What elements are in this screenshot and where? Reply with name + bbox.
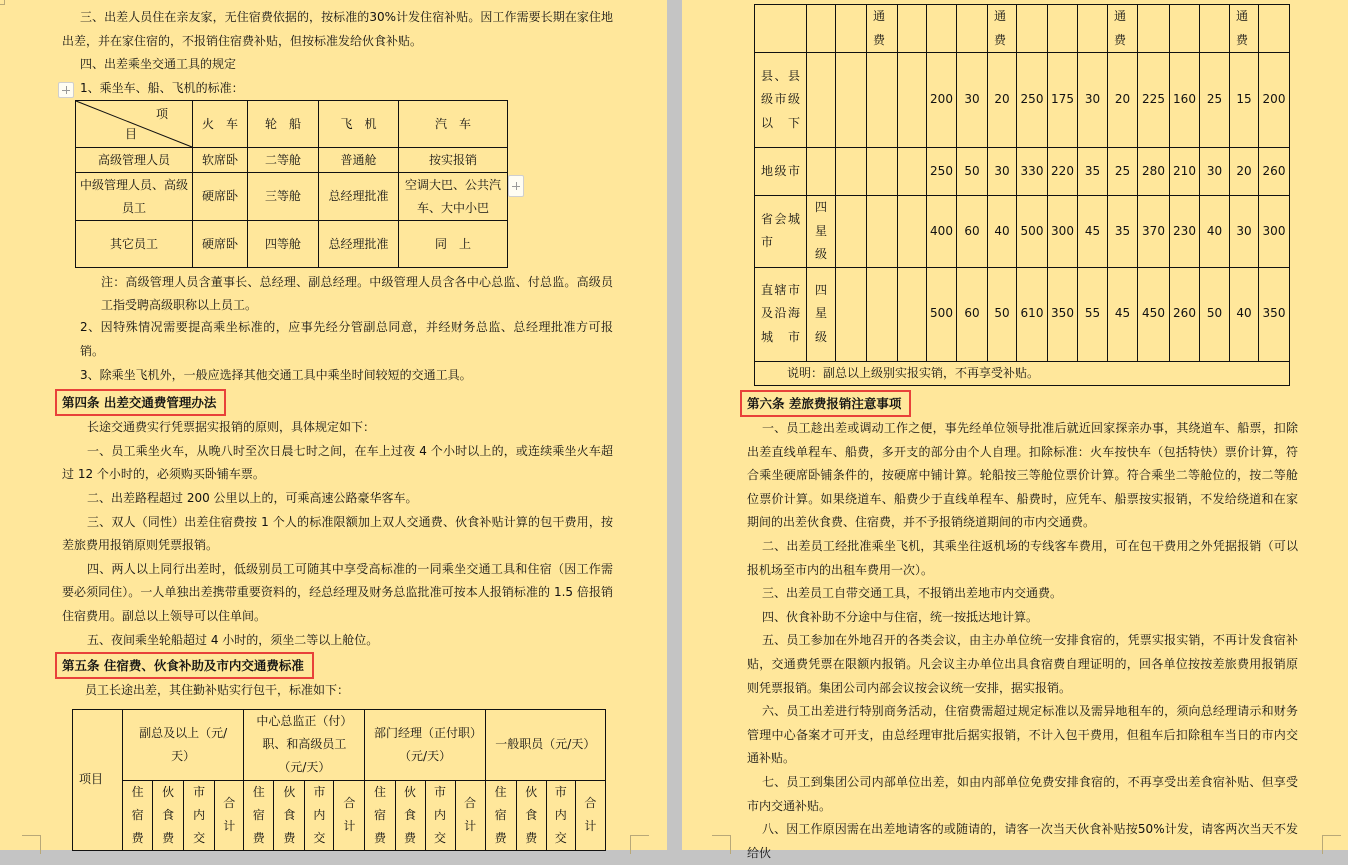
header-cell: 轮 船: [248, 101, 319, 148]
table-cell: 500: [1017, 196, 1048, 268]
table-cell: 同 上: [399, 221, 508, 268]
header-cell: 飞 机: [319, 101, 399, 148]
table-row: [76, 148, 508, 173]
group-header-cell: 副总及以上（元/天）: [123, 709, 244, 780]
table-cell: [927, 5, 957, 53]
table-cell: [836, 5, 867, 53]
table-cell: [1259, 5, 1290, 53]
table-cell: 350: [1259, 267, 1290, 361]
table-cell: 160: [1170, 53, 1200, 148]
table-cell: [867, 267, 898, 361]
paragraph: 五、夜间乘坐轮船超过 4 小时的，须坐二等以上舱位。: [87, 632, 379, 647]
paragraph: 五、员工参加在外地召开的各类会议，由主办单位统一安排食宿的，凭票实报实销，不再计发食宿补贴，交通费凭票在限额内报销。凡会议主办单位出具食宿费自理证明的，回各单位按按差旅费用报销原则凭票报销。集团公司内部会议按会议统一安排，据实报销。: [747, 633, 1298, 695]
table-cell: 260: [1170, 267, 1200, 361]
table-cell: 20: [1108, 53, 1138, 148]
sub-header-cell: 住宿费: [244, 780, 274, 850]
table-cell: 25: [1108, 148, 1138, 196]
table-cell: [755, 5, 807, 53]
document-page-left: [0, 0, 667, 850]
sub-header-cell: 伙食费: [395, 780, 425, 850]
table-cell: 50: [957, 148, 988, 196]
table-cell: 中级管理人员、高级员工: [76, 173, 193, 221]
table-cell: [836, 267, 867, 361]
table-cell: 30: [1230, 196, 1259, 268]
table-cell: 300: [1259, 196, 1290, 268]
table-cell: 250: [1017, 53, 1048, 148]
table-cell: 四星级: [807, 196, 836, 268]
paragraph: 3、除乘坐飞机外，一般应选择其他交通工具中乘坐时间较短的交通工具。: [80, 367, 472, 382]
table-cell: [867, 53, 898, 148]
table-cell: 610: [1017, 267, 1048, 361]
table-cell: [867, 148, 898, 196]
table-cell: 210: [1170, 148, 1200, 196]
sub-header-cell: 伙食费: [274, 780, 305, 850]
sub-header-cell: 伙食费: [516, 780, 546, 850]
table-cell: 60: [957, 267, 988, 361]
table-cell: 通费: [988, 5, 1017, 53]
table-cell: 230: [1170, 196, 1200, 268]
table-cell: 通费: [1230, 5, 1259, 53]
paragraph: 二、出差员工经批准乘坐飞机，其乘坐往返机场的专线客车费用，可在包干费用之外凭据报销（可以报机场至市内的出租车费用一次）。: [747, 538, 1298, 577]
paragraph: 2、因特殊情况需要提高乘坐标准的，应事先经分管副总同意，并经财务总监、总经理批准方可报销。: [80, 320, 613, 358]
allowance-table-values: [754, 4, 1290, 386]
paragraph: 员工长途出差，其住勤补贴实行包干，标准如下：: [85, 683, 350, 698]
row-label-cell: 地级市: [755, 148, 807, 196]
right-page-body: [747, 4, 1298, 865]
table-cell: 30: [957, 53, 988, 148]
table-cell: 四星级: [807, 267, 836, 361]
table-cell: 35: [1078, 148, 1108, 196]
paragraph: 四、两人以上同行出差时，低级别员工可随其中享受高标准的一同乘坐交通工具和住宿（因工作需要必须同住）。一人单独出差携带重要资料的，经总经理及财务总监批准可按本人报销标准的 1.5 倍报销住宿费用。副总以上领导可以住单间。: [62, 561, 613, 623]
sub-header-cell: 伙食费: [153, 780, 184, 850]
table-cell: 50: [988, 267, 1017, 361]
table-cell: 280: [1138, 148, 1170, 196]
table-cell: 按实报销: [399, 148, 508, 173]
table-cell: 50: [1200, 267, 1230, 361]
crop-mark: [712, 835, 731, 854]
diag-top-label: 项: [155, 107, 168, 122]
item-header-cell: 项目: [73, 709, 123, 850]
table-cell: 260: [1259, 148, 1290, 196]
group-header-cell: 部门经理（正付职）（元/天）: [365, 709, 485, 780]
paragraph: 长途交通费实行凭票据实报销的原则，具体规定如下：: [87, 420, 376, 435]
group-header-cell: 一般职员（元/天）: [485, 709, 605, 780]
section-heading: 第六条 差旅费报销注意事项: [740, 390, 911, 417]
table-cell: 250: [927, 148, 957, 196]
table-cell: 175: [1048, 53, 1078, 148]
table-cell: 20: [988, 53, 1017, 148]
diagonal-header-cell: [76, 101, 193, 148]
diag-bottom-label: 目: [125, 127, 138, 142]
group-header-cell: 中心总监正（付）职、和高级员工（元/天）: [244, 709, 365, 780]
table-note-row: [755, 361, 1290, 386]
table-cell: [807, 5, 836, 53]
table-cell: 30: [1078, 53, 1108, 148]
table-cell: [898, 148, 927, 196]
table-cell: [1200, 5, 1230, 53]
table-cell: 35: [1108, 196, 1138, 268]
sub-header-cell: 合计: [575, 780, 605, 850]
table-note: 说明：副总以上级别实报实销，不再享受补贴。: [755, 361, 1290, 386]
table-cell: 四等舱: [248, 221, 319, 268]
table-cell: 软席卧: [193, 148, 248, 173]
table-cell: 400: [927, 196, 957, 268]
table-cell: [1138, 5, 1170, 53]
table-cell: [867, 196, 898, 268]
paragraph: 四、伙食补助不分途中与住宿，统一按抵达地计算。: [762, 609, 1039, 624]
table-cell: 450: [1138, 267, 1170, 361]
table-cell: 60: [957, 196, 988, 268]
table-cell: [807, 53, 836, 148]
table-cell: [898, 53, 927, 148]
paragraph: 一、员工乘坐火车，从晚八时至次日晨七时之间，在车上过夜 4 个小时以上的，或连续乘坐火车超过 12 个小时的，必须购买卧铺车票。: [62, 443, 613, 482]
table-cell: 通费: [1108, 5, 1138, 53]
table-cell: 350: [1048, 267, 1078, 361]
table-cell: 300: [1048, 196, 1078, 268]
header-cell: 汽 车: [399, 101, 508, 148]
allowance-table-header: [72, 709, 606, 851]
table-cell: 硬席卧: [193, 221, 248, 268]
crop-mark: [0, 0, 5, 5]
crop-mark: [630, 835, 649, 854]
continued-header-row: [755, 5, 1290, 53]
header-cell: 火 车: [193, 101, 248, 148]
table-row: [755, 267, 1290, 361]
document-page-right: [682, 0, 1348, 860]
table-cell: 200: [1259, 53, 1290, 148]
table-cell: 25: [1200, 53, 1230, 148]
table-cell: [1017, 5, 1048, 53]
table-cell: 高级管理人员: [76, 148, 193, 173]
sub-header-cell: 住宿费: [365, 780, 395, 850]
sub-header-cell: 合计: [455, 780, 485, 850]
table-row: [755, 196, 1290, 268]
crop-mark: [22, 835, 41, 854]
table-cell: [1048, 5, 1078, 53]
paragraph: 三、双人（同性）出差住宿费按 1 个人的标准限额加上双人交通费、伙食补贴计算的包干费用，按差旅费用报销原则凭票报销。: [62, 514, 613, 553]
paragraph: 1、乘坐车、船、飞机的标准：: [80, 80, 244, 95]
table-cell: [836, 148, 867, 196]
table-cell: 30: [1200, 148, 1230, 196]
table-cell: 总经理批准: [319, 221, 399, 268]
table-row: [76, 221, 508, 268]
table-cell: 40: [988, 196, 1017, 268]
table-cell: [898, 196, 927, 268]
row-label-cell: 县、县级市级以下: [755, 53, 807, 148]
table-cell: 通费: [867, 5, 898, 53]
paragraph: 四、出差乘坐交通工具的规定: [80, 57, 237, 72]
table-cell: 空调大巴、公共汽车、大中小巴: [399, 173, 508, 221]
table-cell: 55: [1078, 267, 1108, 361]
note-paragraph: 注：高级管理人员含董事长、总经理、副总经理。中级管理人员含各中心总监、付总监。高级员工指受聘高级职称以上员工。: [101, 275, 613, 312]
paragraph: 二、出差路程超过 200 公里以上的，可乘高速公路豪华客车。: [87, 490, 418, 505]
sub-header-cell: 住宿费: [123, 780, 153, 850]
paragraph: 三、出差人员住在亲友家，无住宿费依据的，按标准的30%计发住宿补贴。因工作需要长期在家住地出差，并在家住宿的，不报销住宿费补贴，但按标准发给伙食补贴。: [62, 10, 613, 48]
table-cell: 225: [1138, 53, 1170, 148]
sub-header-cell: 合计: [334, 780, 365, 850]
sub-header-cell: 市内交: [184, 780, 215, 850]
left-page-body: [62, 6, 613, 851]
add-column-icon[interactable]: [508, 175, 524, 197]
table-cell: 30: [988, 148, 1017, 196]
table-cell: 45: [1078, 196, 1108, 268]
paragraph: 六、员工出差进行特别商务活动，住宿费需超过规定标准以及需异地租车的，须向总经理请示和财务管理中心备案才可开支，由总经理审批后据实报销，不计入包干费用，但租车后扣除租车当日的市内交通补贴。: [747, 704, 1298, 766]
sub-header-cell: 市内交: [305, 780, 334, 850]
table-row: [755, 148, 1290, 196]
table-cell: 500: [927, 267, 957, 361]
sub-header-cell: 合计: [215, 780, 244, 850]
row-label-cell: 直辖市及沿海城市: [755, 267, 807, 361]
sub-header-cell: 市内交: [546, 780, 575, 850]
table-cell: 总经理批准: [319, 173, 399, 221]
table-cell: 45: [1108, 267, 1138, 361]
sub-header-cell: 市内交: [425, 780, 455, 850]
paragraph: 八、因工作原因需在出差地请客的或随请的，请客一次当天伙食补贴按50%计发，请客两次当天不发给伙: [747, 822, 1298, 860]
table-row: [755, 53, 1290, 148]
table-cell: 20: [1230, 148, 1259, 196]
paragraph: 三、出差员工自带交通工具，不报销出差地市内交通费。: [762, 586, 1063, 601]
section-heading: 第四条 出差交通费管理办法: [55, 389, 226, 416]
table-cell: 其它员工: [76, 221, 193, 268]
table-cell: [807, 148, 836, 196]
table-cell: [898, 267, 927, 361]
table-cell: [1078, 5, 1108, 53]
table-cell: 普通舱: [319, 148, 399, 173]
sub-header-cell: 住宿费: [485, 780, 516, 850]
table-cell: 370: [1138, 196, 1170, 268]
table-cell: [1170, 5, 1200, 53]
table-cell: 硬席卧: [193, 173, 248, 221]
table-cell: 三等舱: [248, 173, 319, 221]
section-heading: 第五条 住宿费、伙食补助及市内交通费标准: [55, 652, 314, 679]
table-cell: [836, 53, 867, 148]
transport-standard-table: [75, 100, 508, 268]
paragraph: 一、员工趁出差或调动工作之便，事先经单位领导批准后就近回家探亲办事，其绕道车、船票，扣除出差直线单程车、船费，多开支的部分由个人自理。扣除标准：火车按快车（包括特快）票价计算，符合乘坐硬席卧铺条件的，按硬席中铺计算。轮船按三等舱位票价计算。符合乘坐二等舱位的，按二等舱位票价计算。如果绕道车、船费少于直线单程车、船费时，应凭车、船票按实报销，不发给绕道和在家期间的出差伙食费、住宿费，并不予报销绕道期间的市内交通费。: [747, 421, 1298, 530]
table-cell: 15: [1230, 53, 1259, 148]
table-cell: 200: [927, 53, 957, 148]
table-cell: 330: [1017, 148, 1048, 196]
table-header-row: [76, 101, 508, 148]
table-cell: [836, 196, 867, 268]
table-cell: [957, 5, 988, 53]
table-cell: 40: [1200, 196, 1230, 268]
table-cell: 40: [1230, 267, 1259, 361]
table-cell: [898, 5, 927, 53]
row-label-cell: 省会城市: [755, 196, 807, 268]
crop-mark: [1322, 835, 1341, 854]
table-row: [76, 173, 508, 221]
paragraph: 七、员工到集团公司内部单位出差，如由内部单位免费安排食宿的，不再享受出差食宿补贴、但享受市内交通补贴。: [747, 774, 1298, 813]
table-cell: 220: [1048, 148, 1078, 196]
table-cell: 二等舱: [248, 148, 319, 173]
